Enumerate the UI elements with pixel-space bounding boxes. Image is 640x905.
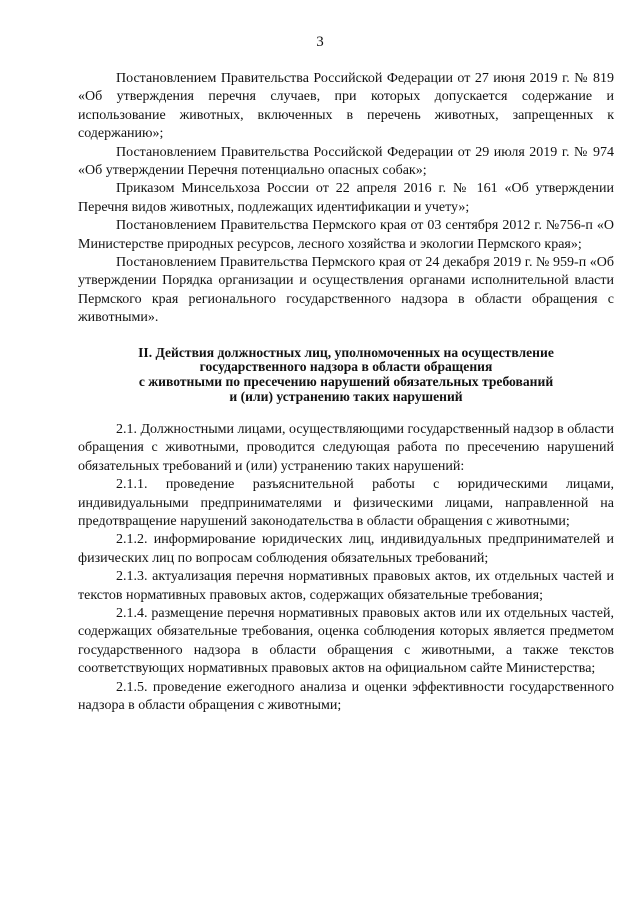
intro-paragraph-1: Постановлением Правительства Российской Федерации от 27 июня 2019 г. № 819 «Об утверждения перечня случаев, при которых допускается содержание и использование животных, включенных в перечень животных, запрещенных к содержанию»; bbox=[78, 71, 614, 142]
section-paragraph-2-1-1: 2.1.1. проведение разъяснительной работы с юридическими лицами, индивидуальными предпринимателями и физическими лицами, направленной на предотвращение нарушений законодательства в области обращения с животными; bbox=[78, 477, 614, 529]
section-paragraph-2-1-3: 2.1.3. актуализация перечня нормативных правовых актов, их отдельных частей и текстов нормативных правовых актов, содержащих обязательные требования; bbox=[78, 569, 614, 603]
section-heading-line-3: с животными по пресечению нарушений обязательных требований bbox=[138, 374, 554, 390]
section-paragraph-2-1: 2.1. Должностными лицами, осуществляющими государственный надзор в области обращения с животными, проводится следующая работа по пресечению нарушений обязательных требований и (или) устранению таких нарушений: bbox=[78, 421, 615, 474]
section-heading-line-1: II. Действия должностных лиц, уполномоченных на осуществление bbox=[138, 344, 554, 360]
section-paragraph-2-1-4: 2.1.4. размещение перечня нормативных правовых актов или их отдельных частей, содержащих обязательные требования, оценка соблюдения которых является предметом государственного надзора в области обращения с животными, а также текстов соответствующих нормативных правовых актов на официальном сайте Министерства; bbox=[78, 605, 614, 677]
document-body bbox=[78, 70, 614, 715]
section-paragraph-2-1-2: 2.1.2. информирование юридических лиц, индивидуальных предпринимателей и физических лиц по вопросам соблюдения обязательных требований; bbox=[78, 532, 614, 566]
intro-paragraph-4: Постановлением Правительства Пермского края от 03 сентября 2012 г. №756-п «О Министерстве природных ресурсов, лесного хозяйства и экологии Пермского края»; bbox=[78, 218, 614, 252]
section-heading bbox=[78, 346, 614, 405]
intro-paragraph-2: Постановлением Правительства Российской Федерации от 29 июля 2019 г. № 974 «Об утверждении Перечня потенциально опасных собак»; bbox=[78, 144, 614, 179]
intro-paragraph-5: Постановлением Правительства Пермского края от 24 декабря 2019 г. № 959-п «Об утверждении Порядка организации и осуществления органами исполнительной власти Пермского края регионального государственного надзора в области обращения с животными». bbox=[78, 255, 614, 326]
section-paragraph-2-1-5: 2.1.5. проведение ежегодного анализа и оценки эффективности государственного надзора в области обращения с животными; bbox=[78, 679, 614, 713]
intro-paragraph-3: Приказом Минсельхоза России от 22 апреля 2016 г. № 161 «Об утверждении Перечня видов животных, подлежащих идентификации и учету»; bbox=[78, 181, 614, 215]
page-number: 3 bbox=[316, 34, 324, 50]
section-heading-line-4: и (или) устранению таких нарушений bbox=[229, 389, 463, 405]
section-heading-line-2: государственного надзора в области обращения bbox=[199, 359, 493, 375]
